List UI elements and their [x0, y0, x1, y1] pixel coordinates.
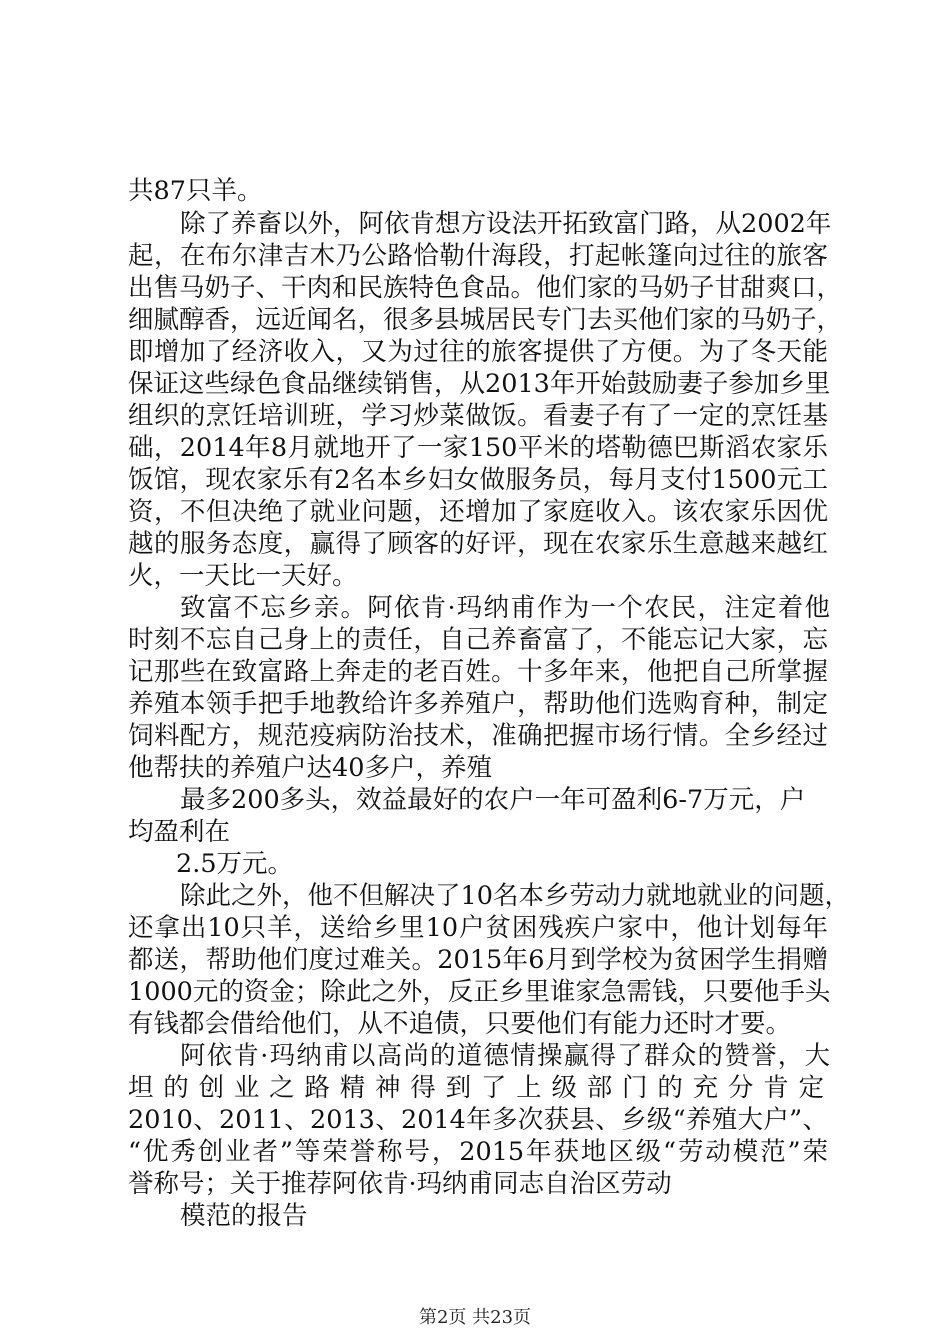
text-line: 1000元的资金；除此之外，反正乡里谁家急需钱，只要他手头 — [128, 977, 831, 1007]
text-line: 时刻不忘自己身上的责任，自己养畜富了，不能忘记大家，忘 — [128, 625, 828, 655]
text-line: 2.5万元。 — [176, 849, 294, 879]
text-line: 致富不忘乡亲。阿依肯·玛纳甫作为一个农民，注定着他 — [180, 593, 830, 623]
text-line: 保证这些绿色食品继续销售，从2013年开始鼓励妻子参加乡里 — [128, 369, 831, 399]
text-line: 模范的报告 — [180, 1201, 308, 1231]
text-line: 组织的烹饪培训班，学习炒菜做饭。看妻子有了一定的烹饪基 — [128, 401, 828, 431]
text-line: 他帮扶的养殖户达40多户，养殖 — [128, 753, 492, 783]
text-line: 阿依肯·玛纳甫以高尚的道德情操赢得了群众的赞誉，大 — [180, 1041, 830, 1071]
text-line: 都送，帮助他们度过难关。2015年6月到学校为贫困学生捐赠 — [128, 945, 828, 975]
text-line: 饭馆，现农家乐有2名本乡妇女做服务员，每月支付1500元工 — [128, 465, 828, 495]
text-line: 起，在布尔津吉木乃公路恰勒什海段，打起帐篷向过往的旅客 — [128, 241, 828, 271]
text-line: 有钱都会借给他们，从不追债，只要他们有能力还时才要。 — [128, 1009, 792, 1039]
text-line: 均盈利在 — [128, 817, 231, 847]
text-line: 细腻醇香，远近闻名，很多县城居民专门去买他们家的马奶子， — [128, 305, 843, 335]
text-line: 出售马奶子、干肉和民族特色食品。他们家的马奶子甘甜爽口， — [128, 273, 843, 303]
text-line: 础，2014年8月就地开了一家150平米的塔勒德巴斯滔农家乐 — [128, 433, 828, 463]
text-line: 2010、2011、2013、2014年多次获县、乡级“养殖大户”、 — [128, 1105, 828, 1135]
text-line: 共87只羊。 — [128, 176, 263, 206]
text-line: 即增加了经济收入，又为过往的旅客提供了方便。为了冬天能 — [128, 337, 828, 367]
text-line: 资，不但决绝了就业问题，还增加了家庭收入。该农家乐因优 — [128, 497, 828, 527]
text-line: 还拿出10只羊，送给乡里10户贫困残疾户家中，他计划每年 — [128, 913, 828, 943]
text-line: 火，一天比一天好。 — [128, 561, 358, 591]
text-line: 最多200多头，效益最好的农户一年可盈利6-7万元，户 — [180, 785, 806, 815]
text-line: 坦的创业之路精神得到了上级部门的充分肯定 — [128, 1073, 824, 1103]
text-line: “优秀创业者”等荣誉称号，2015年获地区级“劳动模范”荣 — [128, 1137, 828, 1167]
text-line: 养殖本领手把手地教给许多养殖户，帮助他们选购育种，制定 — [128, 689, 828, 719]
page-number-footer: 第2页 共23页 — [418, 1307, 532, 1328]
text-line: 饲料配方，规范疫病防治技术，准确把握市场行情。全乡经过 — [128, 721, 828, 751]
text-line: 记那些在致富路上奔走的老百姓。十多年来，他把自己所掌握 — [128, 657, 828, 687]
text-line: 除了养畜以外，阿依肯想方设法开拓致富门路，从2002年 — [180, 209, 832, 239]
text-line: 除此之外，他不但解决了10名本乡劳动力就地就业的问题， — [180, 881, 850, 911]
text-line: 越的服务态度，赢得了顾客的好评，现在农家乐生意越来越红 — [128, 529, 828, 559]
text-line: 誉称号；关于推荐阿依肯·玛纳甫同志自治区劳动 — [128, 1169, 672, 1199]
